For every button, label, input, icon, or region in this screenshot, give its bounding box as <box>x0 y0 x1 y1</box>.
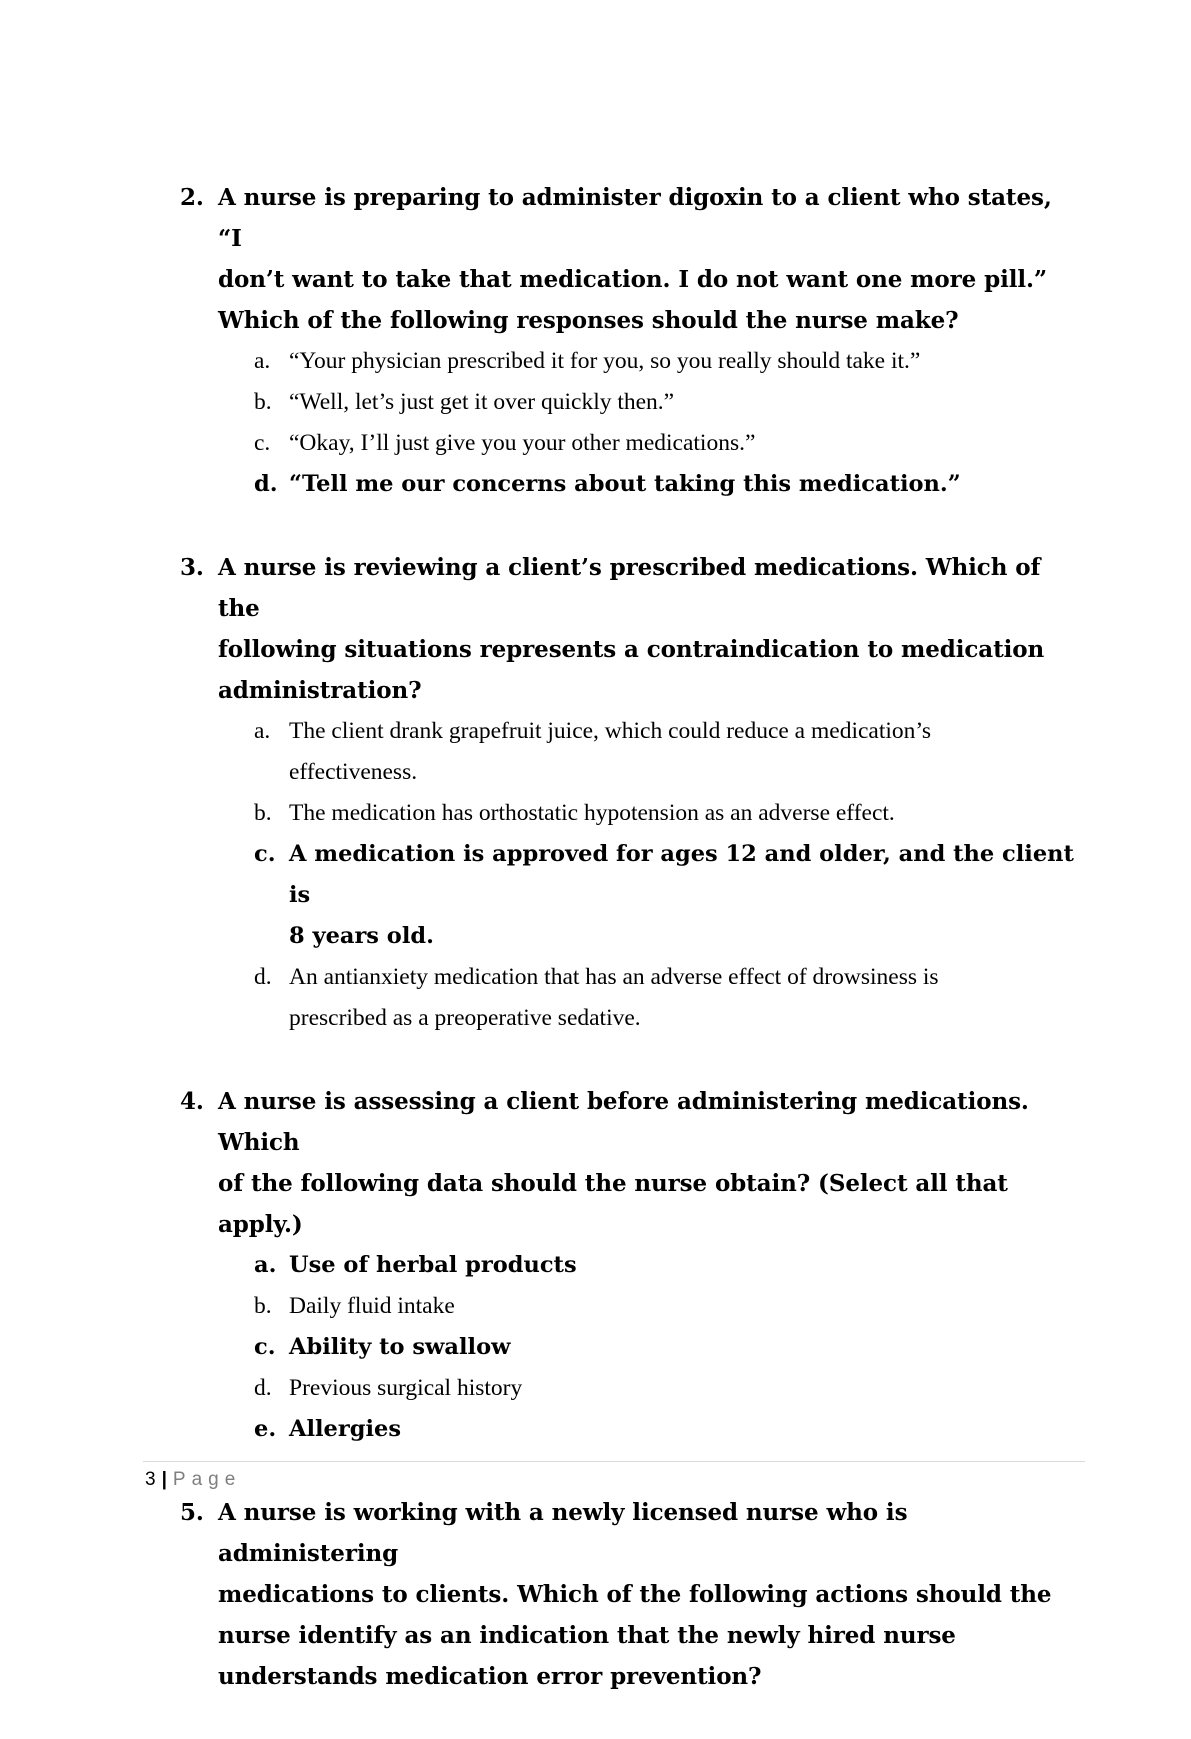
option-text: Daily fluid intake <box>289 1293 455 1319</box>
option-text: “Tell me our concerns about taking this medication.” <box>289 471 961 497</box>
answer-option <box>180 341 1080 382</box>
option-letter: d. <box>254 471 278 497</box>
question-stem-line: A nurse is working with a newly licensed nurse who is administering <box>218 1499 908 1567</box>
question-stem-line: A nurse is assessing a client before administering medications. Which <box>218 1088 1029 1156</box>
question-number: 3. <box>180 554 204 581</box>
answer-option-correct <box>180 834 1080 957</box>
option-letter: c. <box>254 841 276 867</box>
option-text: The client drank grapefruit juice, which could reduce a medication’s <box>289 718 932 744</box>
question-stem-line: administration? <box>218 677 422 704</box>
question-stem <box>180 547 1080 711</box>
option-text: A medication is approved for ages 12 and older, and the client is <box>289 841 1074 908</box>
answer-option <box>180 1368 1080 1409</box>
option-letter: b. <box>254 389 272 415</box>
answer-option <box>180 793 1080 834</box>
question-stem-line: A nurse is preparing to administer digoxin to a client who states, “I <box>218 184 1052 252</box>
answer-option <box>180 423 1080 464</box>
option-letter: b. <box>254 800 272 826</box>
question-stem-line: understands medication error prevention? <box>218 1663 762 1690</box>
option-text: prescribed as a preoperative sedative. <box>289 1005 641 1031</box>
question-number: 4. <box>180 1088 204 1115</box>
question-stem-line: don’t want to take that medication. I do not want one more pill.” <box>218 266 1048 293</box>
answer-option-correct <box>180 1327 1080 1368</box>
question-item <box>180 547 1080 1039</box>
option-text: “Your physician prescribed it for you, so you really should take it.” <box>289 348 921 374</box>
page-label: Page <box>172 1469 242 1490</box>
question-stem-line: nurse identify as an indication that the newly hired nurse <box>218 1622 956 1649</box>
option-text: effectiveness. <box>289 759 418 785</box>
question-stem-line: of the following data should the nurse obtain? (Select all that apply.) <box>218 1170 1008 1238</box>
question-stem-line: following situations represents a contraindication to medication <box>218 636 1045 663</box>
option-letter: d. <box>254 1375 272 1401</box>
question-stem-line: medications to clients. Which of the following actions should the <box>218 1581 1052 1608</box>
answer-options <box>180 1245 1080 1450</box>
option-letter: a. <box>254 718 271 744</box>
option-letter: e. <box>254 1416 277 1442</box>
page-footer <box>145 1467 241 1493</box>
answer-options <box>180 711 1080 1039</box>
question-number: 2. <box>180 184 204 211</box>
question-stem-line: Which of the following responses should the nurse make? <box>218 307 959 334</box>
option-text: 8 years old. <box>289 923 434 949</box>
answer-option <box>180 711 1080 793</box>
page-number: 3 <box>145 1469 156 1490</box>
option-text: Previous surgical history <box>289 1375 523 1401</box>
option-letter: c. <box>254 430 271 456</box>
answer-option <box>180 382 1080 423</box>
question-stem-line: A nurse is reviewing a client’s prescribed medications. Which of the <box>218 554 1041 622</box>
option-text: Use of herbal products <box>289 1252 577 1278</box>
question-stem <box>180 177 1080 341</box>
question-number: 5. <box>180 1499 204 1526</box>
question-item <box>180 1081 1080 1450</box>
option-letter: d. <box>254 964 272 990</box>
option-text: Ability to swallow <box>289 1334 511 1360</box>
option-text: The medication has orthostatic hypotension as an adverse effect. <box>289 800 895 826</box>
question-stem <box>180 1081 1080 1245</box>
answer-option <box>180 1286 1080 1327</box>
option-letter: a. <box>254 348 271 374</box>
question-item <box>180 177 1080 505</box>
answer-option-correct <box>180 464 1080 505</box>
question-stem <box>180 1492 1080 1697</box>
question-list <box>180 177 1080 1739</box>
option-text: “Well, let’s just get it over quickly then.” <box>289 389 675 415</box>
option-letter: c. <box>254 1334 276 1360</box>
answer-options <box>180 341 1080 505</box>
answer-option-correct <box>180 1409 1080 1450</box>
option-text: “Okay, I’ll just give you your other medications.” <box>289 430 756 456</box>
option-text: Allergies <box>289 1416 401 1442</box>
question-item <box>180 1492 1080 1697</box>
option-text: An antianxiety medication that has an adverse effect of drowsiness is <box>289 964 939 990</box>
page-separator: | <box>161 1469 167 1490</box>
answer-option-correct <box>180 1245 1080 1286</box>
option-letter: b. <box>254 1293 272 1319</box>
option-letter: a. <box>254 1252 277 1278</box>
answer-option <box>180 957 1080 1039</box>
footer-divider <box>143 1461 1085 1462</box>
